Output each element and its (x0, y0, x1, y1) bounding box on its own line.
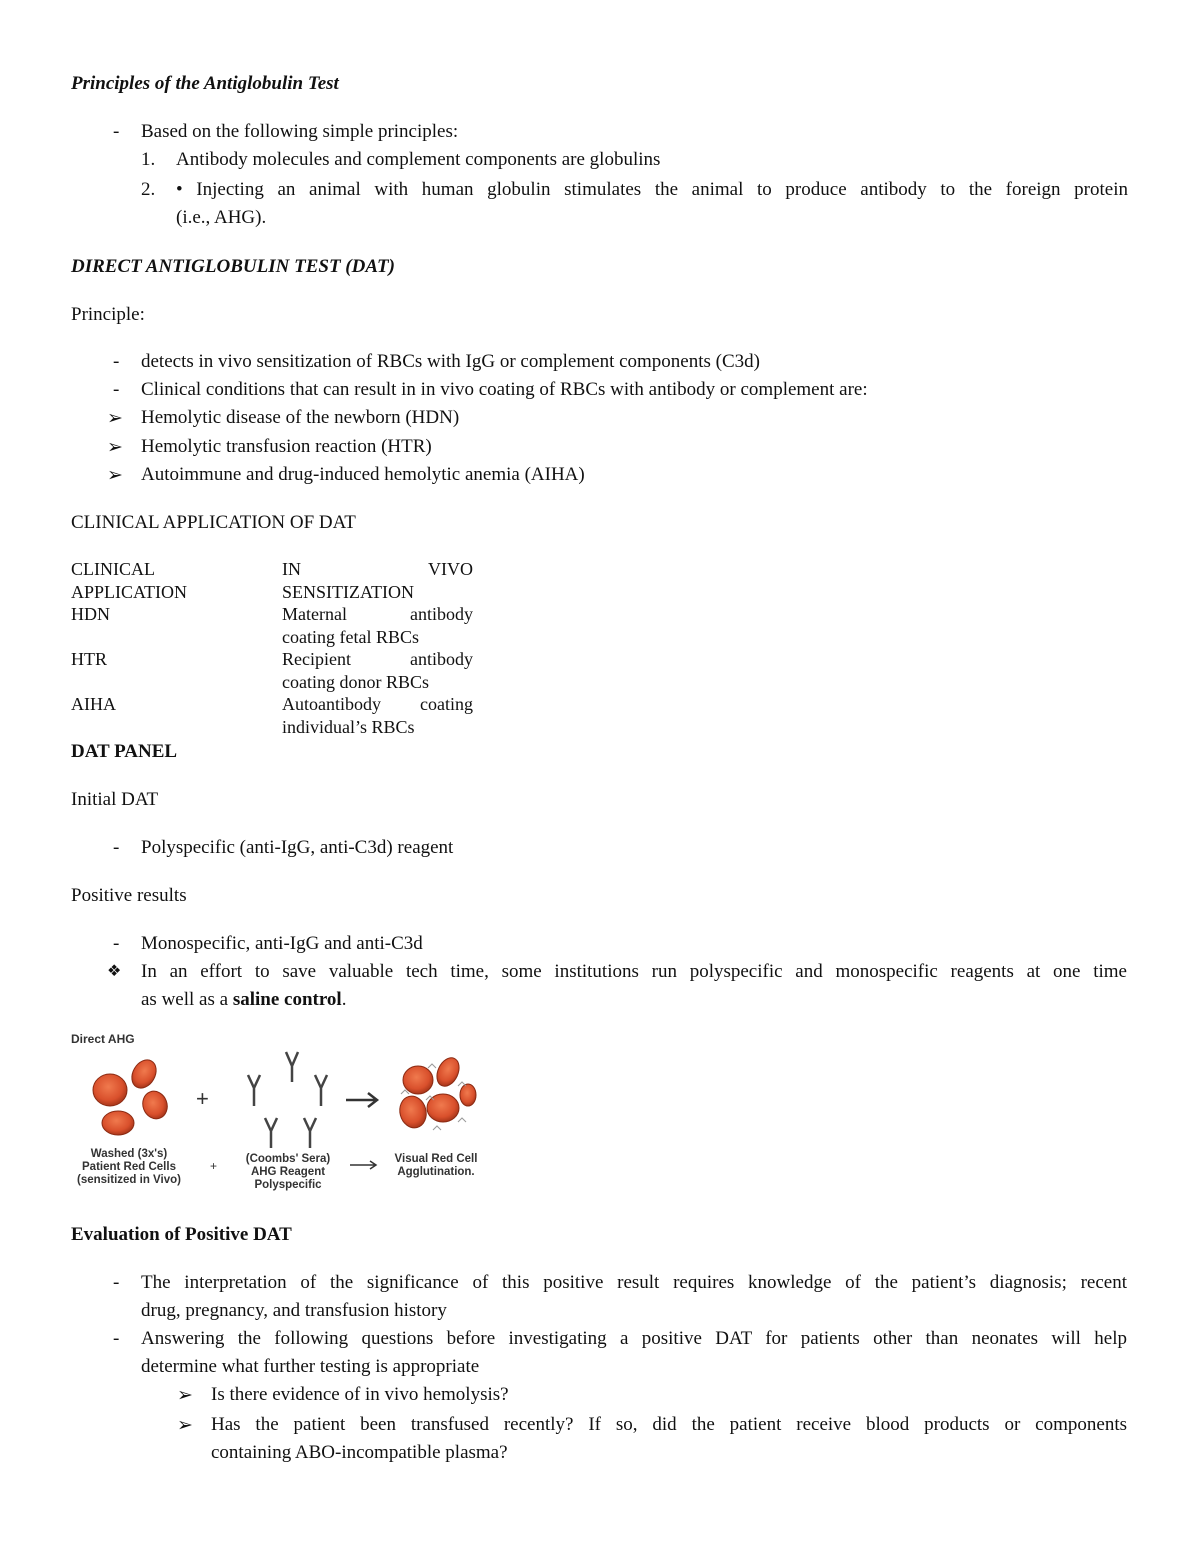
table-cell-app: AIHA (71, 694, 116, 714)
dat-bullet-1: detects in vivo sensitization of RBCs with IgG or complement components (C3d) (141, 351, 760, 372)
evaluation-title: Evaluation of Positive DAT (71, 1224, 292, 1245)
middle-caption-line: Polyspecific (254, 1179, 322, 1191)
positive-results-label: Positive results (71, 885, 187, 906)
principles-title: Principles of the Antiglobulin Test (71, 73, 339, 94)
diamond-bullet-icon: ❖ (107, 961, 122, 980)
arrow-bullet-icon: ➢ (107, 437, 123, 458)
principle-item-2 (176, 179, 1128, 201)
dash-bullet: - (113, 351, 120, 372)
arrow-icon (346, 1093, 377, 1107)
dash-bullet: - (113, 379, 120, 400)
direct-ahg-figure (68, 1030, 488, 1200)
arrow-small-icon (350, 1161, 376, 1169)
left-caption-line: Patient Red Cells (82, 1161, 176, 1173)
initial-dat-bullet: Polyspecific (anti-IgG, anti-C3d) reagent (141, 837, 454, 858)
arrow-bullet-icon: ➢ (107, 465, 123, 486)
evaluation-bullet-1-line2: drug, pregnancy, and transfusion history (141, 1300, 447, 1321)
left-caption-line: Washed (3x's) (90, 1148, 168, 1160)
panel-note-post: . (341, 989, 347, 1010)
right-caption-line: Visual Red Cell (394, 1153, 478, 1165)
evaluation-bullet-2-line1: Answering the following questions before investigating a positive DAT for patients other than neonates will help (141, 1328, 1127, 1349)
principle-item-2-line2: (i.e., AHG). (176, 207, 267, 228)
clinical-heading: CLINICAL APPLICATION OF DAT (71, 512, 356, 533)
plus-small-icon: + (210, 1159, 218, 1173)
table-header-application: CLINICAL (71, 559, 155, 579)
dash-bullet: - (113, 1328, 120, 1349)
table-cell-app: HDN (71, 604, 110, 624)
positive-bullet: Monospecific, anti-IgG and anti-C3d (141, 933, 423, 954)
principles-intro: Based on the following simple principles: (141, 121, 459, 142)
evaluation-question-2-line2: containing ABO-incompatible plasma? (211, 1442, 508, 1463)
evaluation-bullet-1-line1: The interpretation of the significance of this positive result requires knowledge of the patient’s diagnosis; recent (141, 1272, 1127, 1293)
panel-note-line1 (141, 961, 1127, 983)
dat-bullet-2: Clinical conditions that can result in in vivo coating of RBCs with antibody or complement are: (141, 379, 868, 400)
agglutinated-cells-icon (396, 1054, 476, 1131)
table-header-sensitization: SENSITIZATION (282, 581, 414, 602)
arrow-bullet-icon: ➢ (107, 408, 123, 429)
dash-bullet: - (113, 837, 120, 858)
evaluation-question-2-line1: Has the patient been transfused recently? If so, did the patient receive blood products or components (211, 1414, 1127, 1435)
evaluation-bullet-2 (141, 1328, 1127, 1350)
panel-note-text: In an effort to save valuable tech time, some institutions run polyspecific and monospecific reagents at one time (141, 961, 1127, 982)
table-cell-app: HTR (71, 649, 107, 669)
table-cell-sens-l2: individual’s RBCs (282, 716, 415, 737)
table-cell-sens-a: Recipient (282, 649, 351, 669)
right-caption-line: Agglutination. (397, 1166, 475, 1178)
dat-panel-title: DAT PANEL (71, 741, 178, 762)
principle-number-1: 1. (141, 149, 156, 170)
table-header-in: IN (282, 559, 301, 579)
principle-item-1: Antibody molecules and complement components are globulins (176, 149, 661, 170)
dat-condition-htr: Hemolytic transfusion reaction (HTR) (141, 436, 432, 457)
dat-condition-hdn: Hemolytic disease of the newborn (HDN) (141, 407, 460, 428)
dash-bullet: - (113, 121, 120, 142)
panel-note-line2 (141, 989, 346, 1011)
right-caption (386, 1153, 486, 1179)
table-header-application-2: APPLICATION (71, 581, 188, 602)
table-cell-sens-b: coating (420, 694, 473, 714)
principle-number-2: 2. (141, 179, 156, 200)
plus-icon: + (196, 1086, 209, 1111)
left-caption (70, 1148, 188, 1187)
dash-bullet: - (113, 1272, 120, 1293)
dash-bullet: - (113, 933, 120, 954)
figure-title: Direct AHG (71, 1032, 135, 1046)
evaluation-question-2 (211, 1414, 1127, 1436)
initial-dat-label: Initial DAT (71, 789, 159, 810)
middle-caption-line: (Coombs' Sera) (245, 1153, 331, 1165)
table-cell-sens-b: antibody (410, 649, 473, 669)
table-header-vivo: VIVO (428, 559, 473, 579)
evaluation-bullet-2-line2: determine what further testing is appropriate (141, 1356, 480, 1377)
middle-caption (236, 1153, 340, 1192)
principle-label: Principle: (71, 304, 145, 325)
middle-caption-line: AHG Reagent (250, 1166, 326, 1178)
panel-note-pre: as well as a (141, 989, 233, 1010)
arrow-bullet-icon: ➢ (177, 1415, 193, 1436)
dat-title: DIRECT ANTIGLOBULIN TEST (DAT) (71, 256, 395, 277)
table-cell-sens-l2: coating donor RBCs (282, 671, 429, 692)
evaluation-bullet-1 (141, 1272, 1127, 1294)
antibody-icon (248, 1052, 327, 1148)
evaluation-question-1: Is there evidence of in vivo hemolysis? (211, 1384, 509, 1405)
principle-item-2-line1: • Injecting an animal with human globulin stimulates the animal to produce antibody to the foreign protein (176, 179, 1128, 200)
dat-condition-aiha: Autoimmune and drug-induced hemolytic anemia (AIHA) (141, 464, 585, 485)
red-cell-icon (93, 1056, 171, 1135)
table-cell-sens-b: antibody (410, 604, 473, 624)
arrow-bullet-icon: ➢ (177, 1385, 193, 1406)
table-cell-sens-a: Autoantibody (282, 694, 381, 714)
saline-control-text: saline control (232, 989, 342, 1010)
table-cell-sens-l2: coating fetal RBCs (282, 626, 419, 647)
left-caption-line: (sensitized in Vivo) (77, 1174, 181, 1186)
table-cell-sens-a: Maternal (282, 604, 347, 624)
